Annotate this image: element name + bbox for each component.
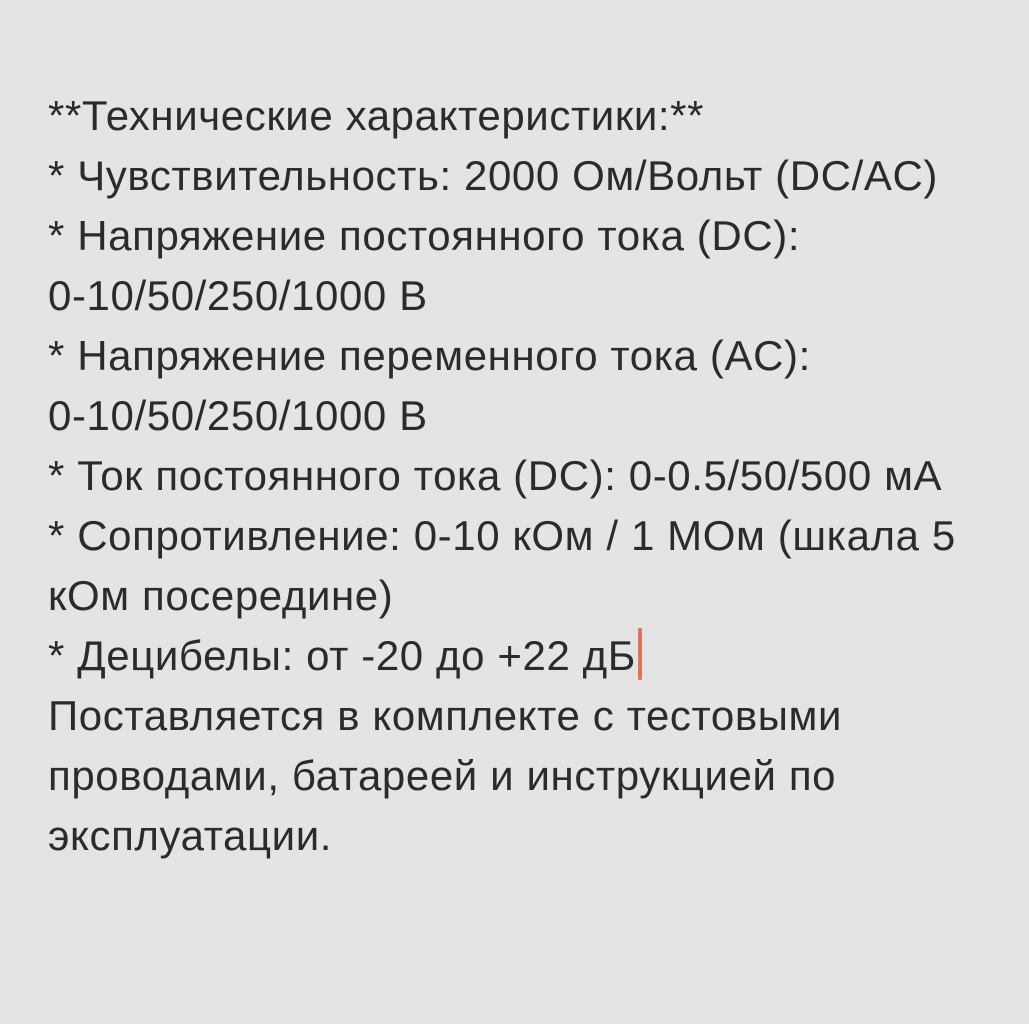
text-line: * Ток постоянного тока (DC): 0-0.5/50/500 мА bbox=[48, 452, 943, 499]
text-line: * Сопротивление: 0-10 кОм / 1 МОм (шкала 5 bbox=[48, 512, 956, 559]
text-content bbox=[48, 86, 989, 866]
text-line: * Напряжение переменного тока (AC): bbox=[48, 332, 811, 379]
text-line: Поставляется в комплекте с тестовыми bbox=[48, 692, 843, 739]
text-line: **Технические характеристики:** bbox=[48, 92, 705, 139]
text-line: * Напряжение постоянного тока (DC): bbox=[48, 212, 801, 259]
text-line: 0-10/50/250/1000 В bbox=[48, 272, 428, 319]
text-line: * Чувствительность: 2000 Ом/Вольт (DC/AC) bbox=[48, 152, 939, 199]
text-line: * Децибелы: от -20 до +22 дБ bbox=[48, 626, 989, 686]
text-line: кОм посередине) bbox=[48, 572, 394, 619]
text-line: эксплуатации. bbox=[48, 812, 333, 859]
text-line: 0-10/50/250/1000 В bbox=[48, 392, 428, 439]
text-cursor bbox=[638, 628, 642, 680]
text-line: проводами, батареей и инструкцией по bbox=[48, 752, 837, 799]
